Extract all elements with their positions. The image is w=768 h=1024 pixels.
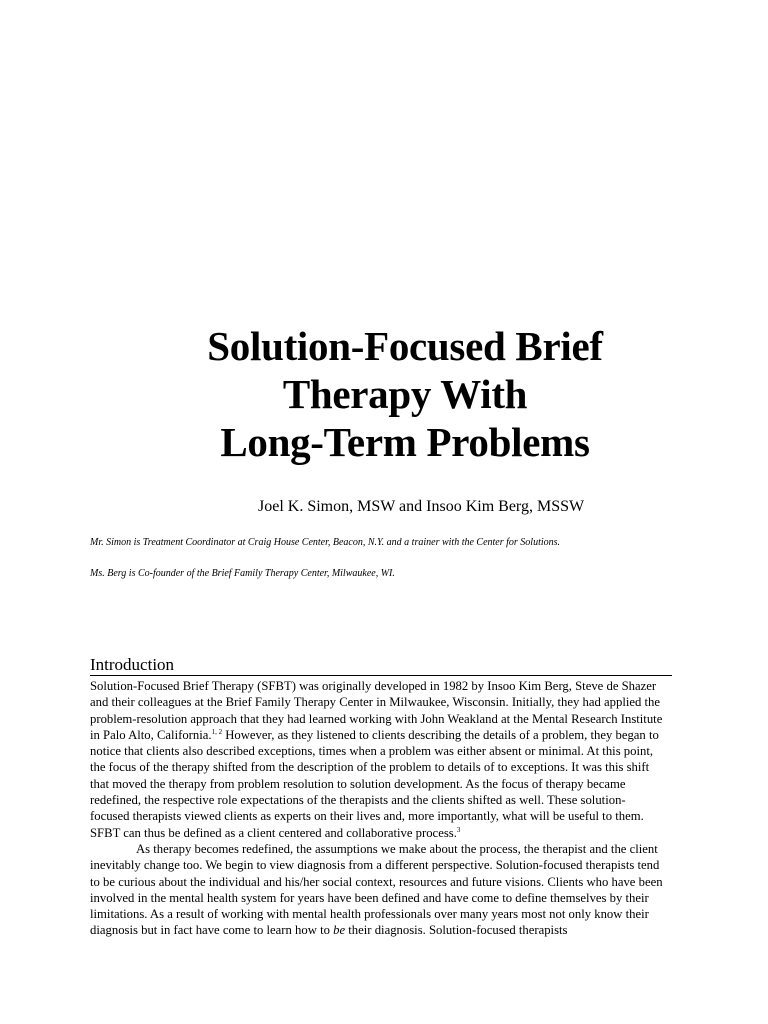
text-line: focused therapists viewed clients as experts on their lives and, more importantly, what will be useful to them. xyxy=(90,809,644,824)
title-line: Solution-Focused Brief xyxy=(207,323,603,369)
text-line: limitations. As a result of working with mental health professionals over many years most not only know their xyxy=(90,907,649,922)
text-segment: diagnosis but in fact have come to learn how to xyxy=(90,923,334,938)
text-line: Solution-Focused Brief Therapy (SFBT) was originally developed in 1982 by Insoo Kim Berg, Steve de Shazer xyxy=(90,679,657,693)
body-text xyxy=(90,678,730,939)
footnote-ref: 3 xyxy=(456,825,461,834)
text-line: As therapy becomes redefined, the assumptions we make about the process, the therapist and the client xyxy=(136,841,658,856)
text-line: involved in the mental health system for years have been defined and have come to define themselves by their xyxy=(90,890,649,905)
text-segment: SFBT can thus be defined as a client centered and collaborative process. xyxy=(90,825,457,840)
text-line: the focus of the therapy shifted from the description of the problem to details of to exceptions. It was this shift xyxy=(90,760,650,775)
paragraph xyxy=(90,841,730,939)
text-line: problem-resolution approach that they had learned working with John Weakland at the Mental Research Institute xyxy=(90,711,663,726)
author-affiliation-berg: Ms. Berg is Co-founder of the Brief Family Therapy Center, Milwaukee, WI. xyxy=(90,568,395,579)
paragraph xyxy=(90,678,730,841)
text-segment: However, as they listened to clients describing the details of a problem, they began to xyxy=(222,727,659,742)
text-segment: their diagnosis. Solution-focused therapists xyxy=(345,923,568,938)
text-line xyxy=(90,922,730,938)
text-line: redefined, the respective role expectations of the therapists and the clients shifted as well. These solution- xyxy=(90,793,626,808)
section-heading-introduction: Introduction xyxy=(90,655,672,676)
text-line: to be curious about the individual and his/her social context, resources and future visions. Clients who have been xyxy=(90,874,663,889)
text-line: that moved the therapy from problem resolution to solution development. As the focus of therapy became xyxy=(90,776,626,791)
title-line: Therapy With xyxy=(282,371,528,417)
text-segment: in Palo Alto, California. xyxy=(90,727,212,742)
text-line: inevitably change too. We begin to view diagnosis from a different perspective. Solution-focused therapists tend xyxy=(90,858,660,873)
text-line: and their colleagues at the Brief Family Therapy Center in Milwaukee, Wisconsin. Initially, they had applied the xyxy=(90,695,661,710)
text-line: notice that clients also described exceptions, times when a problem was either absent or minimal. At this point, xyxy=(90,744,654,759)
text-line xyxy=(90,727,730,743)
title-line: Long-Term Problems xyxy=(220,419,590,465)
text-line xyxy=(90,825,730,841)
footnote-ref: 1, 2 xyxy=(211,727,223,736)
document-title xyxy=(0,322,768,466)
author-affiliation-simon: Mr. Simon is Treatment Coordinator at Craig House Center, Beacon, N.Y. and a trainer with the Center for Solutions. xyxy=(90,537,561,548)
author-byline: Joel K. Simon, MSW and Insoo Kim Berg, MSSW xyxy=(258,498,585,515)
emphasis-text: be xyxy=(333,923,346,938)
